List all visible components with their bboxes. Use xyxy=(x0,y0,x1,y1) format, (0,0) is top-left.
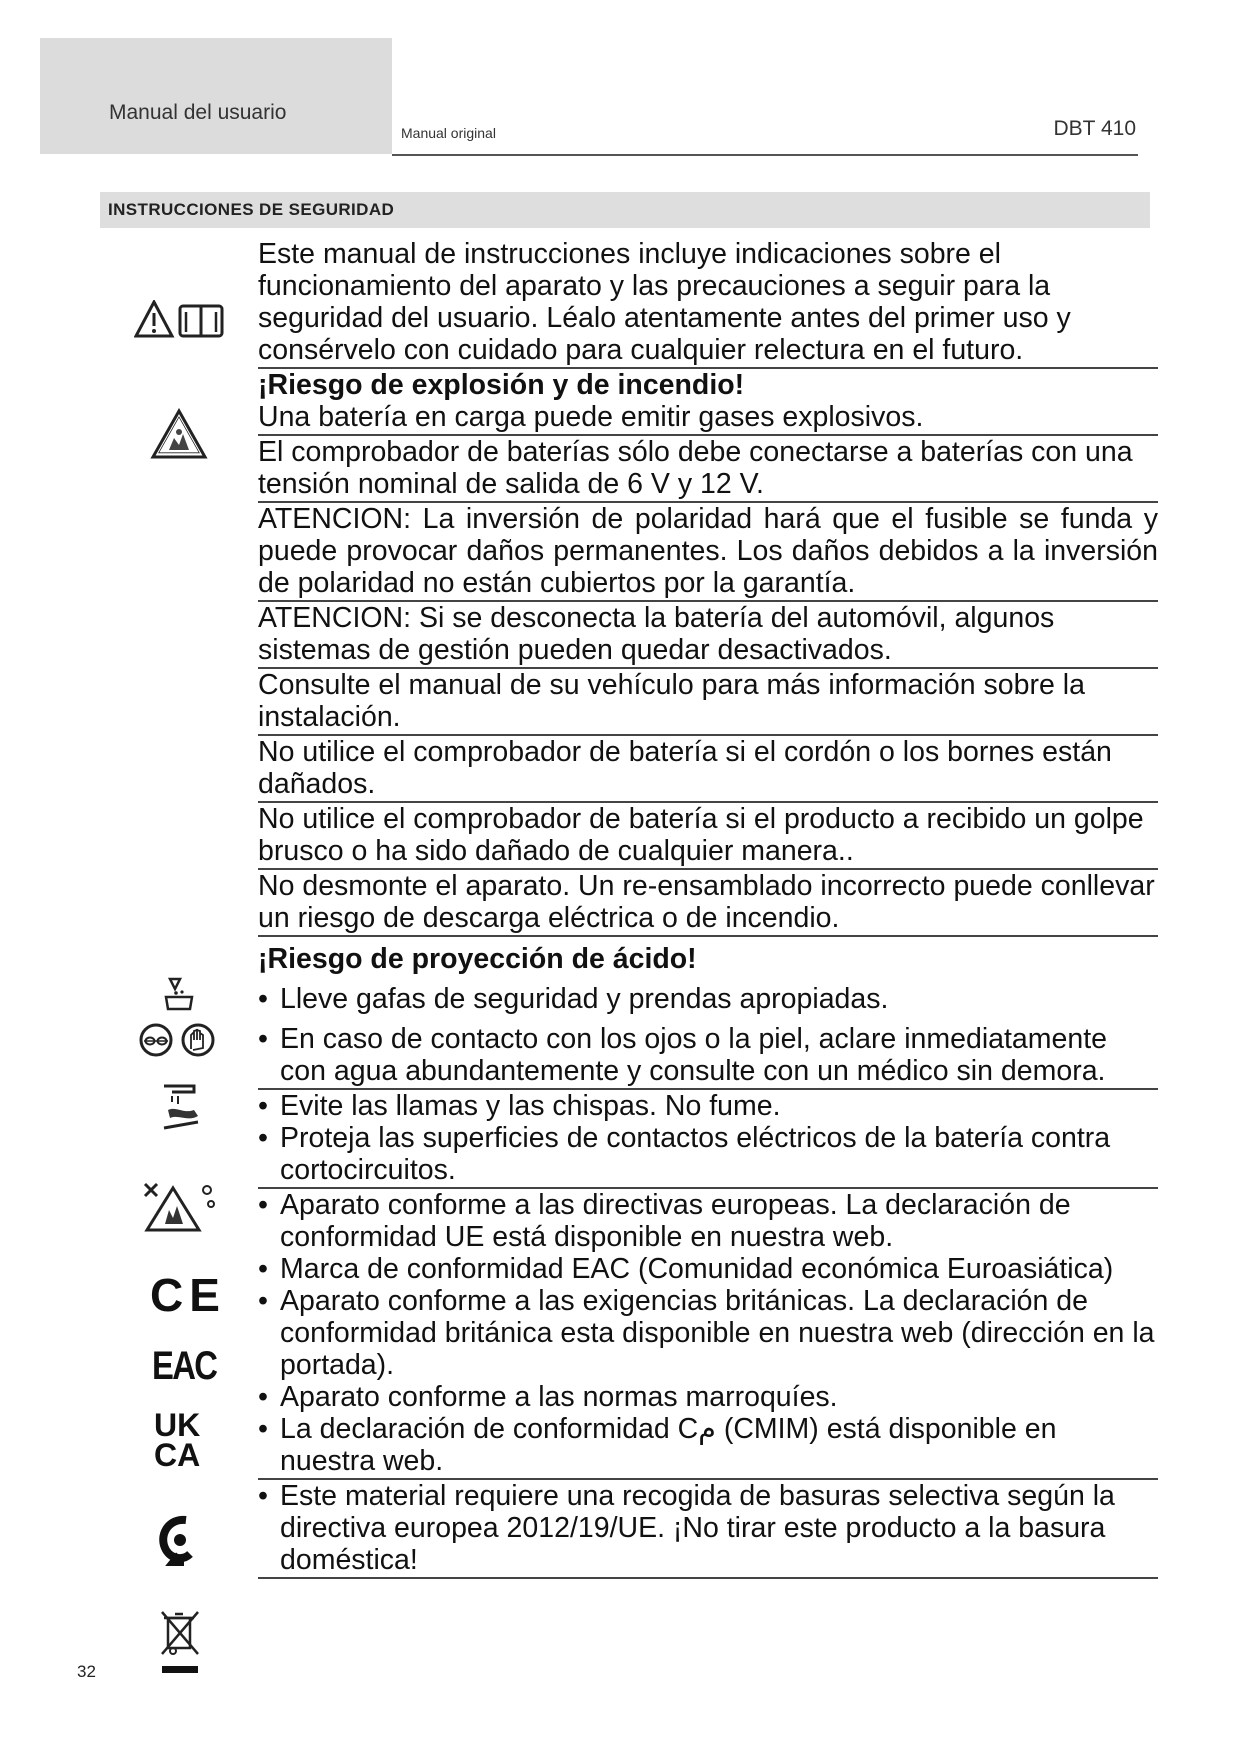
intro-text: Este manual de instrucciones incluye indicaciones sobre el funcionamiento del aparato y las precauciones a seguir para la seguridad del usuario. Léalo atentamente antes del primer uso y consérvelo con cuidado para cualquier relectura en el futuro. xyxy=(258,238,1071,366)
rinse-water-icon xyxy=(158,1082,206,1134)
explosion-warning-icon xyxy=(150,408,208,460)
list-item: • Proteja las superficies de contactos eléctricos de la batería contra cortocircuitos. xyxy=(258,1122,1111,1186)
no-flames-icon xyxy=(143,1180,217,1234)
safety-instructions xyxy=(258,238,1158,1579)
explosion-line: No desmonte el aparato. Un re-ensamblado incorrecto puede conllevar un riesgo de descarga eléctrica o de incendio. xyxy=(258,870,1155,934)
conformity-block xyxy=(258,1189,1158,1579)
ukca-mark-icon xyxy=(154,1407,201,1473)
manual-title: Manual del usuario xyxy=(109,101,287,124)
explosion-line: ATENCION: Si se desconecta la batería del automóvil, algunos sistemas de gestión pueden quedar desactivados. xyxy=(258,602,1055,666)
explosion-line: No utilice el comprobador de batería si el producto a recibido un golpe brusco o ha sido dañado de cualquier manera.. xyxy=(258,803,1144,867)
acid-heading: ¡Riesgo de proyección de ácido! xyxy=(258,943,697,975)
section-title: INSTRUCCIONES DE SEGURIDAD xyxy=(108,200,395,219)
list-item: • Lleve gafas de seguridad y prendas apropiadas. xyxy=(258,983,889,1015)
intro-block xyxy=(258,238,1158,369)
fire-block xyxy=(258,1090,1158,1189)
ce-mark-icon: CE xyxy=(150,1269,226,1321)
header-rule xyxy=(392,154,1138,156)
warning-manual-icon xyxy=(134,300,226,340)
list-item: • Aparato conforme a las directivas europeas. La declaración de conformidad UE está disponible en nuestra web. xyxy=(258,1189,1071,1253)
list-item: • Aparato conforme a las normas marroquíes. xyxy=(258,1381,838,1413)
list-item: • En caso de contacto con los ojos o la piel, aclare inmediatamente con agua abundantemente y consulte con un médico sin demora. xyxy=(258,1023,1107,1087)
manual-subtitle: Manual original xyxy=(401,125,496,141)
explosion-line: No utilice el comprobador de batería si el cordón o los bornes están dañados. xyxy=(258,736,1112,800)
list-item: • La declaración de conformidad Cم (CMIM) está disponible en nuestra web. xyxy=(258,1413,1057,1477)
ukca-mark-top: UK xyxy=(154,1407,201,1443)
acid-hazard-icon xyxy=(162,975,196,1011)
list-item: • Este material requiere una recogida de basuras selectiva según la directiva europea 2012/19/UE. ¡No tirar este producto a la basura doméstica! xyxy=(258,1480,1115,1576)
list-item: • Evite las llamas y las chispas. No fume. xyxy=(258,1090,781,1122)
model-number: DBT 410 xyxy=(1053,117,1136,140)
explosion-line: ATENCION: La inversión de polaridad hará que el fusible se funda y puede provocar daños permanentes. Los daños debidos a la inversión de polaridad no están cubiertos por la garantía. xyxy=(258,503,1158,599)
list-item: • Aparato conforme a las exigencias británicas. La declaración de conformidad británica esta disponible en nuestra web (dirección en la portada). xyxy=(258,1285,1155,1381)
eac-mark-icon: EAC xyxy=(152,1344,217,1388)
weee-bin-icon xyxy=(158,1608,202,1678)
explosion-block xyxy=(258,369,1158,937)
explosion-heading: ¡Riesgo de explosión y de incendio! xyxy=(258,369,745,401)
explosion-line: Una batería en carga puede emitir gases explosivos. xyxy=(258,401,924,433)
protective-gloves-icon xyxy=(180,1022,216,1058)
cmim-mark-icon xyxy=(156,1514,202,1566)
header-band xyxy=(40,38,392,154)
list-item: • Marca de conformidad EAC (Comunidad económica Euroasiática) xyxy=(258,1253,1114,1285)
explosion-line: Consulte el manual de su vehículo para más información sobre la instalación. xyxy=(258,669,1085,733)
page-number: 32 xyxy=(77,1662,96,1681)
ukca-mark-bottom: CA xyxy=(154,1437,201,1473)
acid-block xyxy=(258,937,1158,1090)
safety-goggles-icon xyxy=(138,1022,174,1058)
explosion-line: El comprobador de baterías sólo debe conectarse a baterías con una tensión nominal de salida de 6 V y 12 V. xyxy=(258,436,1133,500)
